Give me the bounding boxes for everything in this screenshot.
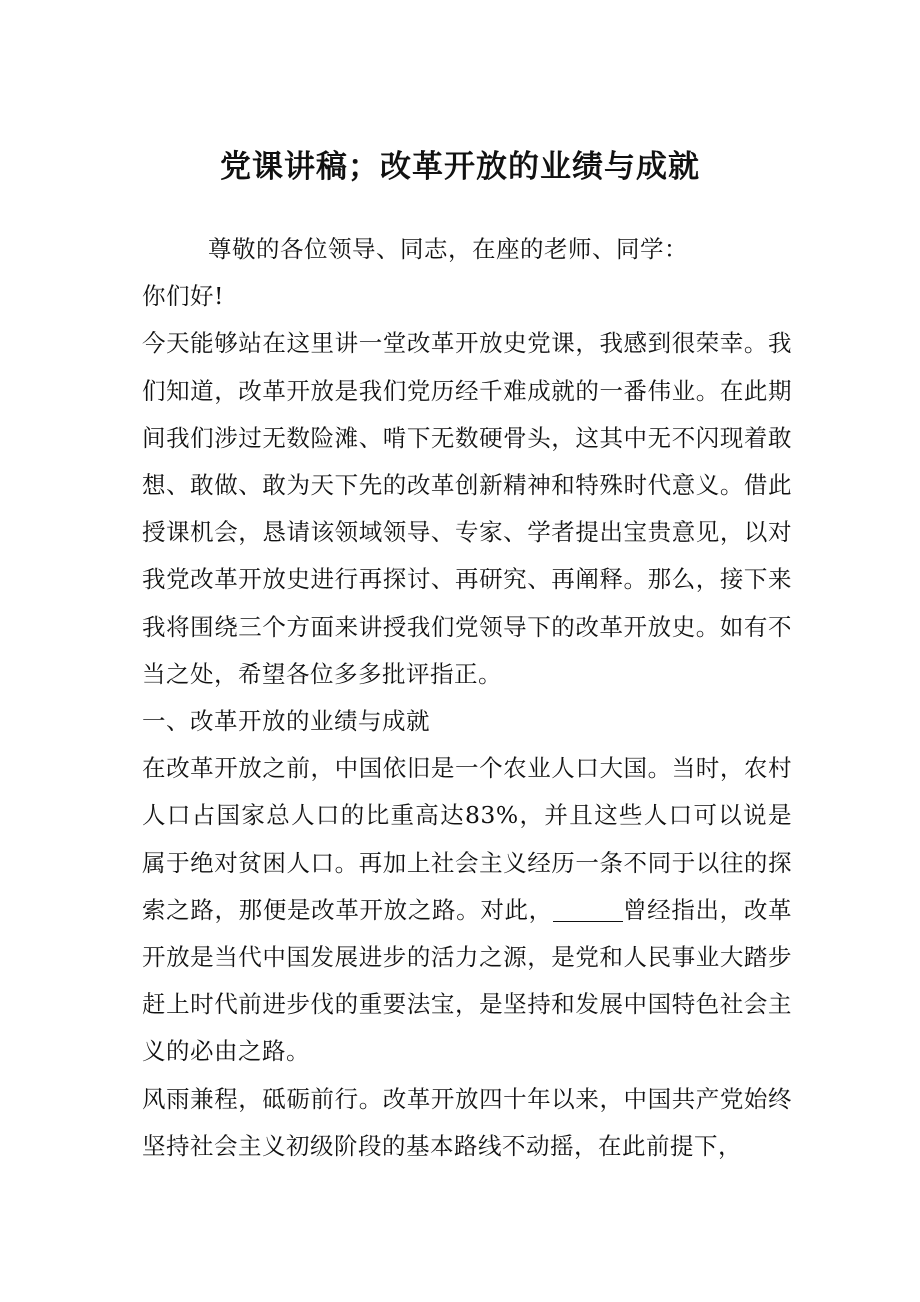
greeting: 你们好! (142, 282, 224, 311)
document-title: 党课讲稿；改革开放的业绩与成就 (220, 149, 700, 185)
salutation: 尊敬的各位领导、同志，在座的老师、同学： (208, 235, 688, 263)
paragraph-text-after-blank: 曾经指出，改革开放是当代中国发展进步的活力之源，是党和人民事业大踏步赶上时代前进步伐的重要法宝，是坚持和发展中国特色社会主义的必由之路。 (142, 895, 793, 1066)
paragraph-before-reform (142, 745, 792, 1075)
fill-in-blank (553, 897, 623, 922)
intro-paragraph: 今天能够站在这里讲一堂改革开放史党课，我感到很荣幸。我们知道，改革开放是我们党历经千难成就的一番伟业。在此期间我们涉过无数险滩、啃下无数硬骨头，这其中无不闪现着敢想、敢做、敢为天下先的改革创新精神和特殊时代意义。借此授课机会，恳请该领域领导、专家、学者提出宝贵意见，以对我党改革开放史进行再探讨、再研究、再阐释。那么，接下来我将围绕三个方面来讲授我们党领导下的改革开放史。如有不当之处，希望各位多多批评指正。 (142, 329, 792, 688)
section-heading: 一、改革开放的业绩与成就 (142, 707, 430, 736)
paragraph-forty-years: 风雨兼程，砥砺前行。改革开放四十年以来，中国共产党始终坚持社会主义初级阶段的基本路线不动摇，在此前提下， (142, 1084, 792, 1160)
document-body (142, 226, 792, 1170)
paragraph-text-before-blank: 在改革开放之前，中国依旧是一个农业人口大国。当时，农村人口占国家总人口的比重高达83%，并且这些人口可以说是属于绝对贫困人口。再加上社会主义经历一条不同于以往的探索之路，那便是改革开放之路。对此， (142, 754, 792, 924)
